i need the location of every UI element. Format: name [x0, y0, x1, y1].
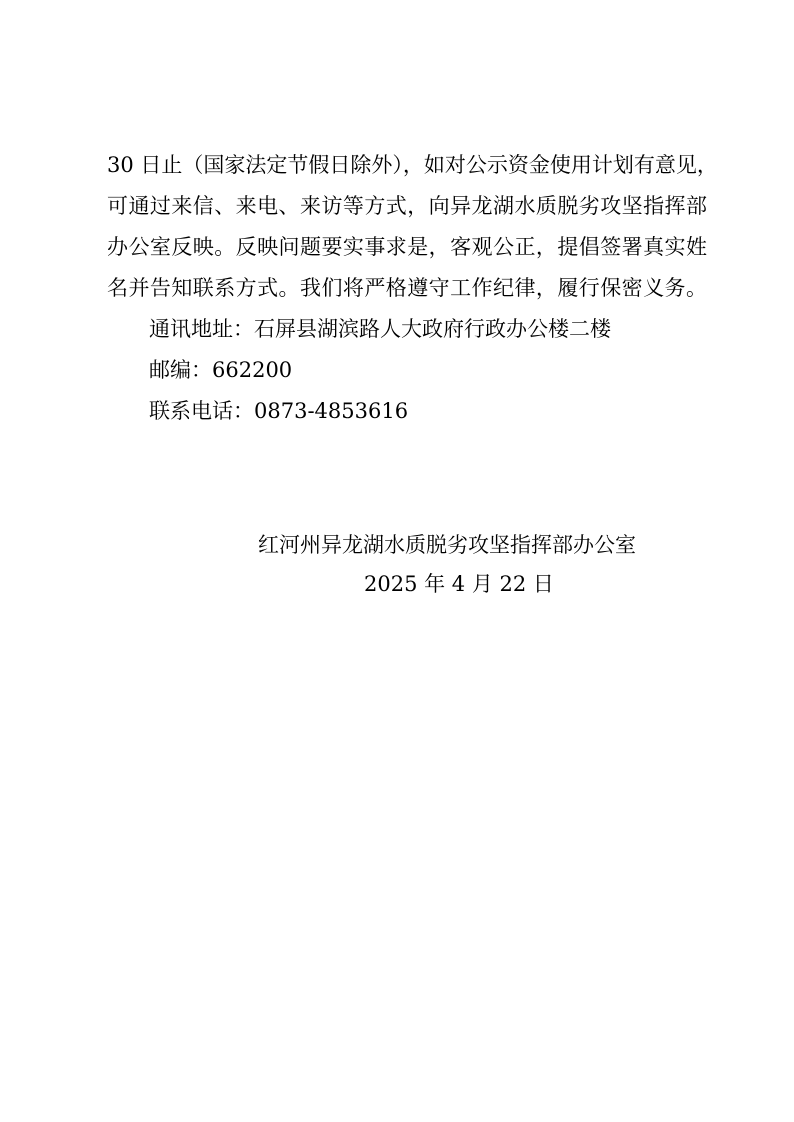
paragraph-line-1: 30 日止（国家法定节假日除外），如对公示资金使用计划有意见，	[107, 153, 718, 177]
paragraph-line-2: 可通过来信、来电、来访等方式，向异龙湖水质脱劣攻坚指挥部	[107, 194, 707, 218]
contact-postcode: 邮编：662200	[149, 358, 293, 382]
signature-office: 红河州异龙湖水质脱劣攻坚指挥部办公室	[258, 533, 636, 557]
contact-phone: 联系电话：0873-4853616	[149, 399, 409, 423]
paragraph-line-3: 办公室反映。反映问题要实事求是，客观公正，提倡签署真实姓	[107, 235, 707, 259]
contact-address: 通讯地址：石屏县湖滨路人大政府行政办公楼二楼	[149, 317, 611, 341]
paragraph-line-4: 名并告知联系方式。我们将严格遵守工作纪律，履行保密义务。	[107, 276, 707, 300]
signature-date: 2025 年 4 月 22 日	[364, 572, 554, 596]
